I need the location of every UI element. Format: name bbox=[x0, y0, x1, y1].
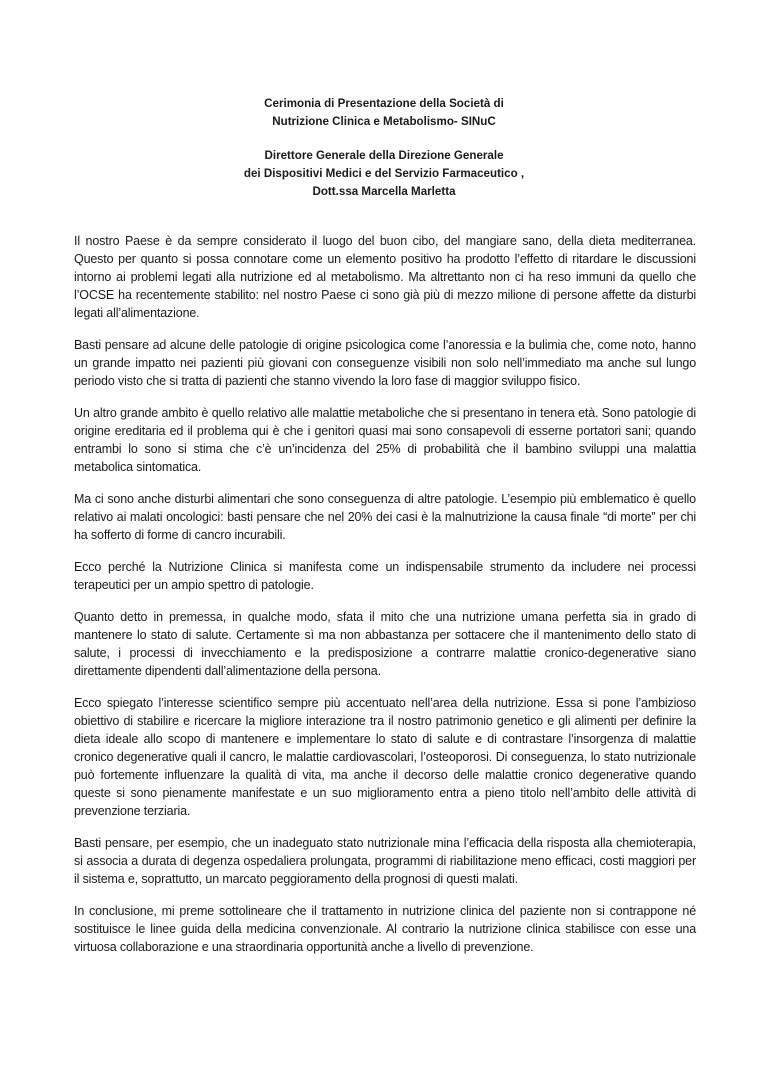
paragraph: Quanto detto in premessa, in qualche modo, sfata il mito che una nutrizione umana perfetta sia in grado di mantenere lo stato di salute. Certamente sì ma non abbastanza per sottacere che il mantenimento dello stato di salute, i processi di invecchiamento e la predisposizione a contrarre malattie cronico-degenerative siano direttamente dipendenti dall’alimentazione della persona. bbox=[74, 610, 696, 678]
speaker-heading bbox=[0, 147, 768, 201]
paragraph: Il nostro Paese è da sempre considerato il luogo del buon cibo, del mangiare sano, della dieta mediterranea. Questo per quanto si possa connotare come un elemento positivo ha prodotto l’effetto di ritardare le discussioni intorno ai problemi legati alla nutrizione ed al metabolismo. Ma altrettanto non ci ha reso immuni da quello che l’OCSE ha recentemente stabilito: nel nostro Paese ci sono già più di mezzo milione di persone affette da disturbi legati all’alimentazione. bbox=[74, 234, 696, 320]
title-line-1: Cerimonia di Presentazione della Società di bbox=[264, 97, 504, 110]
paragraph: Ecco spiegato l’interesse scientifico sempre più accentuato nell’area della nutrizione. Essa si pone l’ambizioso obiettivo di stabilire e ricercare la migliore interazione tra il nostro patrimonio genetico e gli alimenti per definire la dieta ideale allo scopo di mantenere e implementare lo stato di salute e di contrastare l’insorgenza di malattie cronico degenerative quali il cancro, le malattie cardiovascolari, l’osteoporosi. Di conseguenza, lo stato nutrizionale può fortemente influenzare la qualità di vita, ma anche il decorso delle malattie cronico degenerative quando queste si sono pienamente manifestate e un suo miglioramento entra a pieno titolo nell’ambito delle attività di prevenzione terziaria. bbox=[74, 696, 696, 818]
speaker-role-line-2: dei Dispositivi Medici e del Servizio Farmaceutico , bbox=[243, 167, 525, 180]
title-line-2: Nutrizione Clinica e Metabolismo- SINuC bbox=[272, 115, 496, 128]
paragraph: Un altro grande ambito è quello relativo alle malattie metaboliche che si presentano in tenera età. Sono patologie di origine ereditaria ed il problema qui è che i genitori quasi mai sono consapevoli di esserne portatori sani; quando entrambi lo sono si stima che c’è un’incidenza del 25% di probabilità che il bambino sviluppi una malattia metabolica sintomatica. bbox=[74, 406, 696, 474]
paragraph: Basti pensare ad alcune delle patologie di origine psicologica come l’anoressia e la bulimia che, come noto, hanno un grande impatto nei pazienti più giovani con conseguenze visibili non solo nell’immediato ma anche sul lungo periodo visto che si tratta di pazienti che stanno vivendo la loro fase di maggior sviluppo fisico. bbox=[74, 338, 696, 388]
paragraph: Basti pensare, per esempio, che un inadeguato stato nutrizionale mina l’efficacia della risposta alla chemioterapia, si associa a durata di degenza ospedaliera prolungata, programmi di riabilitazione meno efficaci, costi maggiori per il sistema e, soprattutto, un marcato peggioramento della prognosi di questi malati. bbox=[74, 836, 696, 886]
paragraph: Ma ci sono anche disturbi alimentari che sono conseguenza di altre patologie. L’esempio più emblematico è quello relativo ai malati oncologici: basti pensare che nel 20% dei casi è la malnutrizione la causa finale “di morte” per chi ha sofferto di forme di cancro incurabili. bbox=[74, 492, 696, 542]
paragraph: In conclusione, mi preme sottolineare che il trattamento in nutrizione clinica del paziente non si contrappone né sostituisce le linee guida della medicina convenzionale. Al contrario la nutrizione clinica stabilisce con esse una virtuosa collaborazione e una straordinaria opportunità anche a livello di prevenzione. bbox=[74, 904, 696, 954]
document-title bbox=[0, 95, 768, 131]
paragraph: Ecco perché la Nutrizione Clinica si manifesta come un indispensabile strumento da includere nei processi terapeutici per un ampio spettro di patologie. bbox=[74, 560, 696, 592]
speaker-role-line-1: Direttore Generale della Direzione Generale bbox=[264, 149, 504, 162]
document-body bbox=[74, 232, 696, 970]
speaker-name: Dott.ssa Marcella Marletta bbox=[312, 185, 456, 198]
